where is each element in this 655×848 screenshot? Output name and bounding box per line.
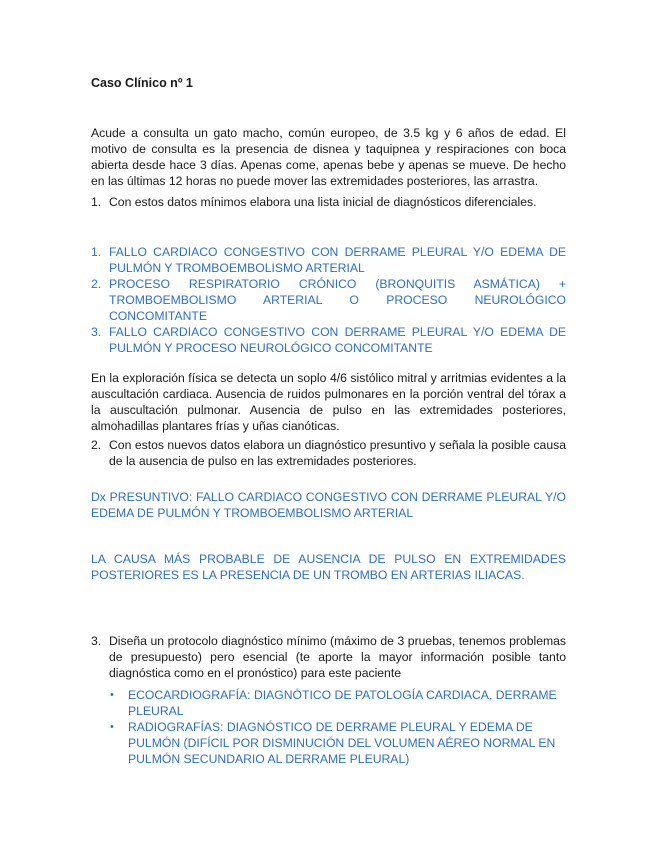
question-3 (91, 633, 566, 681)
list-item-text: FALLO CARDIACO CONGESTIVO CON DERRAME PLEURAL Y/O EDEMA DE PULMÓN Y PROCESO NEUROLÓGICO CONCOMITANTE (109, 325, 566, 355)
list-item-text: ECOCARDIOGRAFÍA: DIAGNÓTICO DE PATOLOGÍA CARDIACA, DERRAME PLEURAL (128, 688, 557, 718)
differential-diagnosis-list (91, 244, 566, 356)
list-item-text: RADIOGRAFÍAS: DIAGNÓSTICO DE DERRAME PLEURAL Y EDEMA DE PULMÓN (DIFÍCIL POR DISMINUCIÓN DEL VOLUMEN AÉREO NORMAL EN PULMÓN SECUNDARIO AL DERRAME PLEURAL) (128, 720, 556, 766)
list-item-number: 2. (91, 277, 102, 291)
list-item (91, 244, 566, 276)
question-3-text: Diseña un protocolo diagnóstico mínimo (máximo de 3 pruebas, tenemos problemas de presupuesto) pero esencial (te aporte la mayor información posible tanto diagnóstica como en el pronóstico) para este paciente (109, 634, 566, 680)
case-intro-paragraph: Acude a consulta un gato macho, común europeo, de 3.5 kg y 6 años de edad. El motivo de consulta es la presencia de disnea y taquipnea y respiraciones con boca abierta desde hace 3 días. Apenas come, apenas bebe y apenas se mueve. De hecho en las últimas 12 horas no puede mover las extremidades posteriores, las arrastra. (91, 126, 566, 188)
question-3-number: 3. (91, 634, 102, 648)
bullet-icon: • (110, 689, 114, 701)
list-item (110, 687, 560, 719)
list-item (110, 719, 560, 767)
list-item-text: FALLO CARDIACO CONGESTIVO CON DERRAME PLEURAL Y/O EDEMA DE PULMÓN Y TROMBOEMBOLISMO ARTERIAL (109, 245, 566, 275)
question-1-number: 1. (91, 195, 102, 209)
probable-cause: LA CAUSA MÁS PROBABLE DE AUSENCIA DE PULSO EN EXTREMIDADES POSTERIORES ES LA PRESENCIA DE UN TROMBO EN ARTERIAS ILIACAS. (91, 552, 566, 582)
bullet-icon: • (110, 721, 114, 733)
question-1 (91, 194, 566, 210)
question-2 (91, 437, 566, 469)
list-item-number: 1. (91, 245, 102, 259)
question-2-number: 2. (91, 438, 102, 452)
physical-exam-paragraph: En la exploración física se detecta un soplo 4/6 sistólico mitral y arritmias evidentes a la auscultación cardiaca. Ausencia de ruidos pulmonares en la porción ventral del tórax a la auscultación pulmonar. Ausencia de pulso en las extremidades posteriores, almohadillas plantares frías y uñas cianóticas. (91, 371, 566, 433)
list-item-number: 3. (91, 325, 102, 339)
list-item (91, 276, 566, 324)
list-item-text: PROCESO RESPIRATORIO CRÓNICO (BRONQUITIS ASMÁTICA) + TROMBOEMBOLISMO ARTERIAL O PROCESO NEUROLÓGICO CONCOMITANTE (109, 277, 566, 323)
document-title: Caso Clínico nº 1 (91, 76, 193, 90)
list-item (91, 324, 566, 356)
question-2-text: Con estos nuevos datos elabora un diagnóstico presuntivo y señala la posible causa de la ausencia de pulso en las extremidades posteriores. (109, 438, 566, 468)
question-1-text: Con estos datos mínimos elabora una lista inicial de diagnósticos diferenciales. (109, 195, 537, 209)
presumptive-diagnosis: Dx PRESUNTIVO: FALLO CARDIACO CONGESTIVO CON DERRAME PLEURAL Y/O EDEMA DE PULMÓN Y TROMBOEMBOLISMO ARTERIAL (91, 490, 566, 520)
diagnostic-protocol-list (110, 687, 560, 767)
